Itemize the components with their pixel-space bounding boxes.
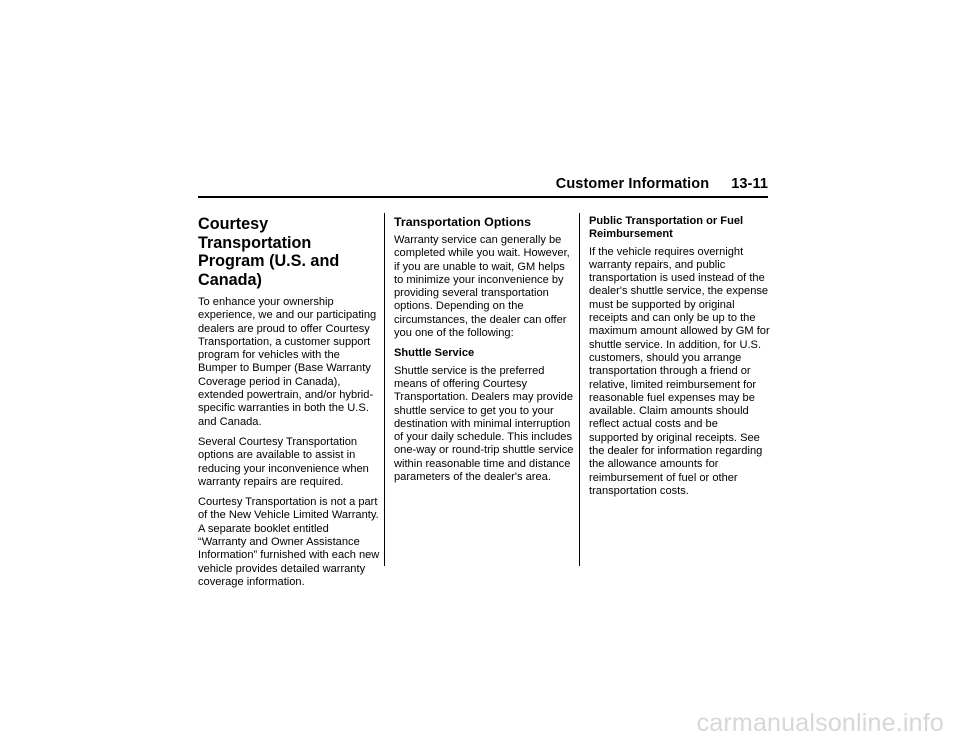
heading-courtesy-transportation: Courtesy Transportation Program (U.S. and Canada) xyxy=(198,215,340,289)
header-rule xyxy=(198,196,768,198)
page-header xyxy=(198,176,768,196)
paragraph: If the vehicle requires overnight warranty repairs, and public transportation is used instead of the dealer's shuttle service, the expense must be supported by original receipts and can only be up to the maximum amount allowed by GM for shuttle service. In addition, for U.S. customers, should you arrange transportation through a friend or relative, limited reimbursement for reasonable fuel expenses may be available. Claim amounts should reflect actual costs and be supported by original receipts. See the dealer for information regarding the allowance amounts for reimbursement of fuel or other transportation costs. xyxy=(589,245,770,497)
header-page-number: 13-11 xyxy=(731,176,768,192)
subheading-public-transportation: Public Transportation or Fuel Reimbursement xyxy=(589,215,744,241)
header-title xyxy=(556,176,768,192)
header-section: Customer Information xyxy=(555,176,710,192)
paragraph: To enhance your ownership experience, we and our participating dealers are proud to offer Courtesy Transportation, a customer support program for vehicles with the Bumper to Bumper (Base Warranty Coverage period in Canada), extended powertrain, and/or hybrid-specific warranties in both the U.S. and Canada. xyxy=(198,296,377,428)
paragraph: Shuttle service is the preferred means of offering Courtesy Transportation. Dealers may provide shuttle service to get you to your destination with minimal interruption of your daily schedule. This includes one-way or round-trip shuttle service within reasonable time and distance parameters of the dealer's area. xyxy=(394,364,574,484)
column-transportation-options xyxy=(394,215,575,491)
column-public-transportation xyxy=(589,215,770,505)
heading-transportation-options: Transportation Options xyxy=(394,215,531,229)
paragraph: Several Courtesy Transportation options are available to assist in reducing your inconvenience when warranty repairs are required. xyxy=(198,435,369,488)
column-divider xyxy=(384,213,385,566)
paragraph: Warranty service can generally be completed while you wait. However, if you are unable to wait, GM helps to minimize your inconvenience by providing several transportation options. Depending on the circumstances, the dealer can offer you one of the following: xyxy=(394,234,570,340)
watermark: carmanualsonline.info xyxy=(696,709,944,737)
column-courtesy-transportation xyxy=(198,215,380,596)
subheading-shuttle-service: Shuttle Service xyxy=(394,347,475,360)
column-divider xyxy=(579,213,580,566)
paragraph: Courtesy Transportation is not a part of the New Vehicle Limited Warranty. A separate booklet entitled “Warranty and Owner Assistance Information” furnished with each new vehicle provides detailed warranty coverage information. xyxy=(198,496,380,588)
